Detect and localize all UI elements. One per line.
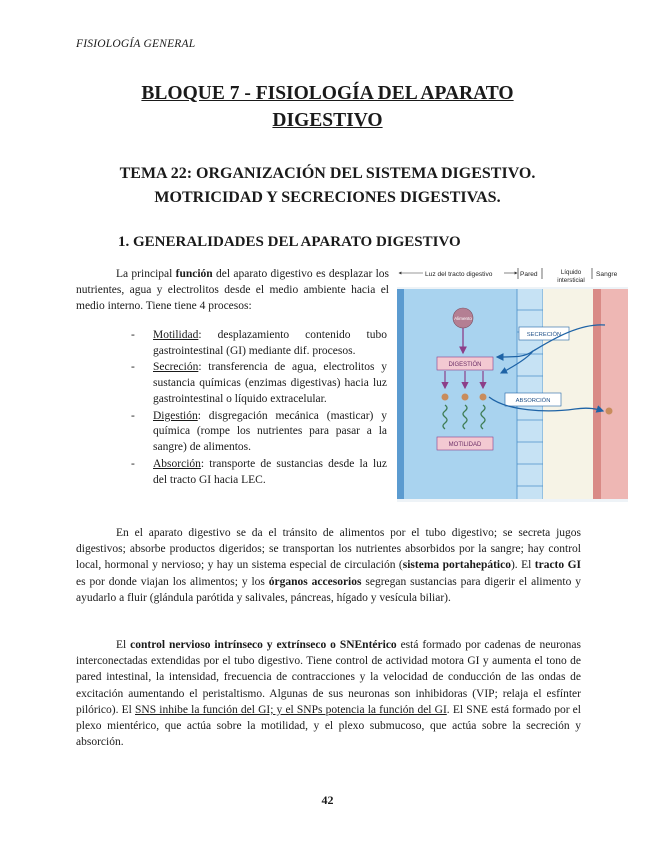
block-title <box>76 80 579 134</box>
p2-text: ). El <box>510 559 535 572</box>
col-label-interstitial-1: Líquido <box>560 269 582 276</box>
running-header: FISIOLOGÍA GENERAL <box>76 38 196 50</box>
p3-bold: control nervioso intrínseco y extrínseco o SNEntérico <box>130 639 397 651</box>
topic-title-line-2: MOTRICIDAD Y SECRECIONES DIGESTIVAS. <box>154 189 501 206</box>
nutrient-dot <box>480 394 487 401</box>
nutrient-dot <box>442 394 449 401</box>
lumen-left-wall <box>397 289 404 499</box>
p3-text: . El SNE está formado por el plexo mientérico, que actúa sobre la motilidad, y el plexo submucoso, que actúa sobre la secreción y absorción. <box>76 703 581 749</box>
p2-bold: tracto GI <box>534 559 581 572</box>
p2-bold: sistema portahepático <box>402 559 511 572</box>
col-label-interstitial-2: intersticial <box>557 277 585 284</box>
digestion-label: DIGESTIÓN <box>448 362 482 368</box>
motility-label: MOTILIDAD <box>448 442 482 448</box>
list-item-term: Motilidad <box>153 329 199 341</box>
list-item-term: Secreción <box>153 361 199 374</box>
page-number: 42 <box>321 793 334 807</box>
p2-text: En el aparato digestivo se da el tránsito de alimentos por el tubo digestivo; se secreta jugos digestivos; absorbe productos digeridos; se transportan los nutrientes absorbidos por la sangre; hay control local, hormonal y nervioso; y hay un sistema especial de circulación ( <box>76 527 581 572</box>
vessel-wall <box>593 289 601 499</box>
p2-bold: órganos accesorios <box>268 575 362 588</box>
intro-text-a: La principal <box>116 268 176 280</box>
p3-text: El <box>116 639 131 651</box>
list-item-term: Digestión <box>153 409 198 422</box>
list-item <box>131 409 387 457</box>
intro-bold: función <box>175 268 213 280</box>
process-list <box>131 328 387 489</box>
col-label-lumen: Luz del tracto digestivo <box>425 271 493 278</box>
absorbed-nutrient-dot <box>606 408 613 415</box>
food-label: Alimento <box>454 316 472 321</box>
p2-text: es por donde viajan los alimentos; y los <box>76 575 269 588</box>
secretion-label: SECRECIÓN <box>526 332 562 338</box>
list-marker: - <box>131 329 135 341</box>
list-item <box>131 457 387 489</box>
list-item-text: : transporte de sustancias desde la luz del tracto GI hacia LEC. <box>153 457 387 486</box>
block-title-line-2: DIGESTIVO <box>272 110 383 131</box>
p3-underlined: SNS inhibe la función del GI; y el SNPs potencia la función del GI <box>135 703 447 716</box>
list-item-text: : desplazamiento contenido tubo gastrointestinal (GI) mediante dif. procesos. <box>153 329 387 357</box>
nervous-control-paragraph <box>76 637 581 750</box>
list-marker: - <box>131 361 135 374</box>
intro-paragraph <box>76 266 389 315</box>
list-item <box>131 360 387 408</box>
list-marker: - <box>131 409 135 422</box>
topic-title <box>76 162 579 210</box>
list-item <box>131 328 387 360</box>
list-item-term: Absorción <box>153 457 201 470</box>
list-marker: - <box>131 457 135 470</box>
col-label-wall: Pared <box>520 271 538 278</box>
block-title-line-1: BLOQUE 7 - FISIOLOGÍA DEL APARATO <box>141 83 514 104</box>
p2-text: segregan sustancias para digerir el alimento y ayudarlo a fluir (glándula parótida y salivales, páncreas, hígado y vesícula biliar). <box>76 575 581 604</box>
section-title: 1. GENERALIDADES DEL APARATO DIGESTIVO <box>118 234 461 250</box>
digestive-overview-paragraph <box>76 525 581 606</box>
digestive-process-figure <box>397 265 628 502</box>
nutrient-dot <box>462 394 469 401</box>
topic-title-line-1: TEMA 22: ORGANIZACIÓN DEL SISTEMA DIGESTIVO. <box>119 165 536 182</box>
intro-text-b: del aparato digestivo es desplazar los nutrientes, agua y electrolitos desde el medio ambiente hacia el medio interno. Tiene tiene 4 procesos: <box>76 268 389 313</box>
col-label-blood: Sangre <box>596 271 618 278</box>
absorption-label: ABSORCIÓN <box>515 398 551 404</box>
list-item-text: : transferencia de agua, electrolitos y sustancia químicas (enzimas digestivas) hacia luz gastrointestinal o líquido extracelular. <box>153 361 387 406</box>
list-item-text: : disgregación mecánica (masticar) y química (rompe los nutrientes para pasar a la sangre) de alimentos. <box>153 409 387 454</box>
p3-text: está formado por cadenas de neuronas interconectadas extendidas por el tubo digestivo. Tiene control de actividad motora GI y aumenta el tono de pared intestinal, la intensidad, frecuencia de contracciones y la velocidad de conducción de las ondas de excitación aumentando el peristaltismo. Algunas de sus neuronas son inhibidoras (VIP; relaja el esfínter pilórico). El <box>76 639 581 716</box>
